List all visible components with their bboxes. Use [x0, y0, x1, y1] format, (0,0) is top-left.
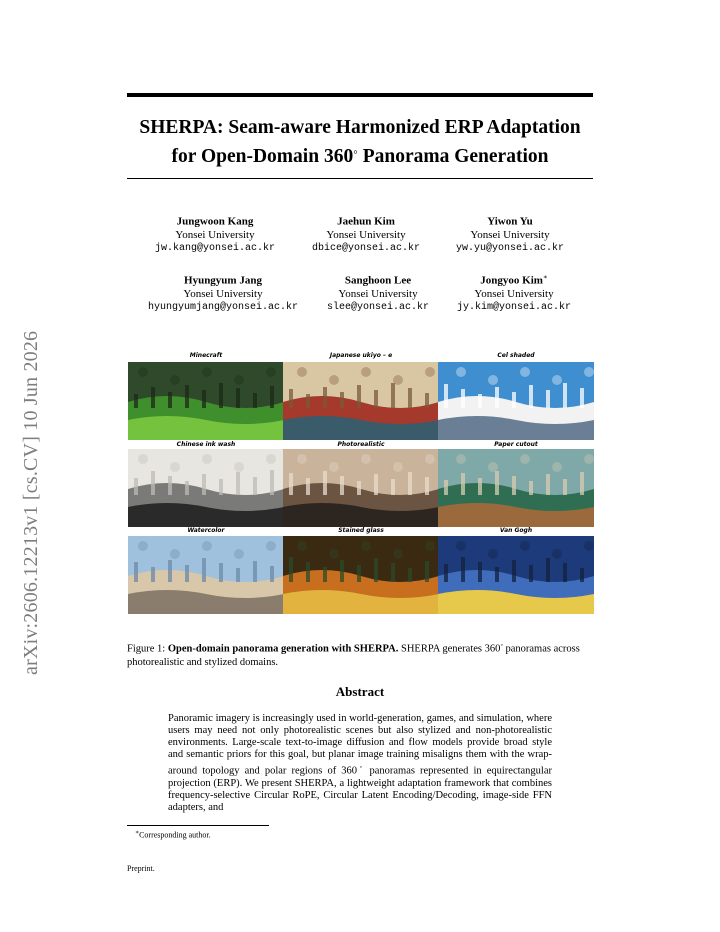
author-email: jy.kim@yonsei.ac.kr — [456, 301, 572, 313]
panorama-ukiyo-e — [283, 362, 439, 440]
panel-label: Cel shaded — [497, 352, 535, 359]
author-email: yw.yu@yonsei.ac.kr — [455, 242, 565, 254]
panel-label: Stained glass — [338, 527, 384, 534]
figure-caption: Figure 1: Open-domain panorama generation with SHERPA. SHERPA generates 360◦ panoramas across photorealistic and stylized domains. — [127, 641, 580, 668]
author-name: Hyungyum Jang — [184, 274, 262, 287]
panel-label: Photorealistic — [337, 441, 385, 448]
author-block — [429, 271, 599, 314]
author-name: Jaehun Kim — [337, 215, 395, 228]
abstract-body: Panoramic imagery is increasingly used in world-generation, games, and simulation, where users may need not only photorealistic scenes but also stylized and non-photorealistic environments. Large-scale text-to-image diffusion and flow models provide broad style and semantic priors for this goal, but planar image training misaligns them with the wrap-around topology and polar regions of 360◦ panoramas represented in equirectangular projection (ERP). We present SHERPA, a lightweight adaptation framework that combines frequency-selective Circular RoPE, Circular Latent Encoding/Decoding, image-side FFN adapters, and — [168, 713, 553, 813]
author-block — [138, 271, 308, 314]
author-affiliation: Yonsei University — [175, 228, 255, 241]
author-email: dbice@yonsei.ac.kr — [311, 242, 421, 254]
author-email: jw.kang@yonsei.ac.kr — [154, 242, 276, 254]
title-top-rule — [127, 93, 593, 97]
title-line-1: SHERPA: Seam-aware Harmonized ERP Adaptation — [139, 117, 581, 138]
paper-title — [127, 116, 593, 169]
author-affiliation: Yonsei University — [474, 287, 554, 300]
title-bottom-rule — [127, 178, 593, 179]
author-affiliation: Yonsei University — [338, 287, 418, 300]
panel-label: Japanese ukiyo – e — [329, 352, 393, 359]
panorama-paper-cutout — [438, 449, 594, 527]
panel-label: Chinese ink wash — [176, 441, 236, 448]
author-name: Jungwoon Kang — [176, 215, 254, 228]
title-line-2: for Open-Domain 360◦ Panorama Generation — [171, 144, 549, 167]
panorama-cel-shaded — [438, 362, 594, 440]
author-name: Yiwon Yu — [487, 215, 533, 228]
panorama-minecraft — [128, 362, 284, 440]
panel-label: Van Gogh — [499, 527, 533, 534]
author-affiliation: Yonsei University — [470, 228, 550, 241]
author-name: Jongyoo Kim∗ — [480, 273, 548, 287]
author-name: Sanghoon Lee — [344, 274, 412, 287]
author-affiliation: Yonsei University — [326, 228, 406, 241]
panorama-stained-glass — [283, 536, 439, 614]
panorama-van-gogh — [438, 536, 594, 614]
panel-label: Paper cutout — [494, 441, 538, 448]
abstract-heading: Abstract — [335, 684, 385, 699]
author-email: hyungyumjang@yonsei.ac.kr — [147, 301, 299, 313]
author-affiliation: Yonsei University — [183, 287, 263, 300]
author-block — [130, 212, 300, 255]
preprint-label: Preprint. — [127, 864, 155, 873]
panorama-photorealistic — [283, 449, 439, 527]
footnote-rule — [127, 825, 269, 826]
author-email: slee@yonsei.ac.kr — [326, 301, 430, 313]
arxiv-identifier: arXiv:2606.12213v1 [cs.CV] 10 Jun 2026 — [20, 330, 42, 675]
panorama-watercolor — [128, 536, 284, 614]
panel-label: Watercolor — [187, 527, 225, 534]
panorama-ink-wash — [128, 449, 284, 527]
author-block — [425, 212, 595, 255]
footnote: ∗Corresponding author. — [135, 830, 211, 840]
panel-label: Minecraft — [189, 352, 223, 359]
